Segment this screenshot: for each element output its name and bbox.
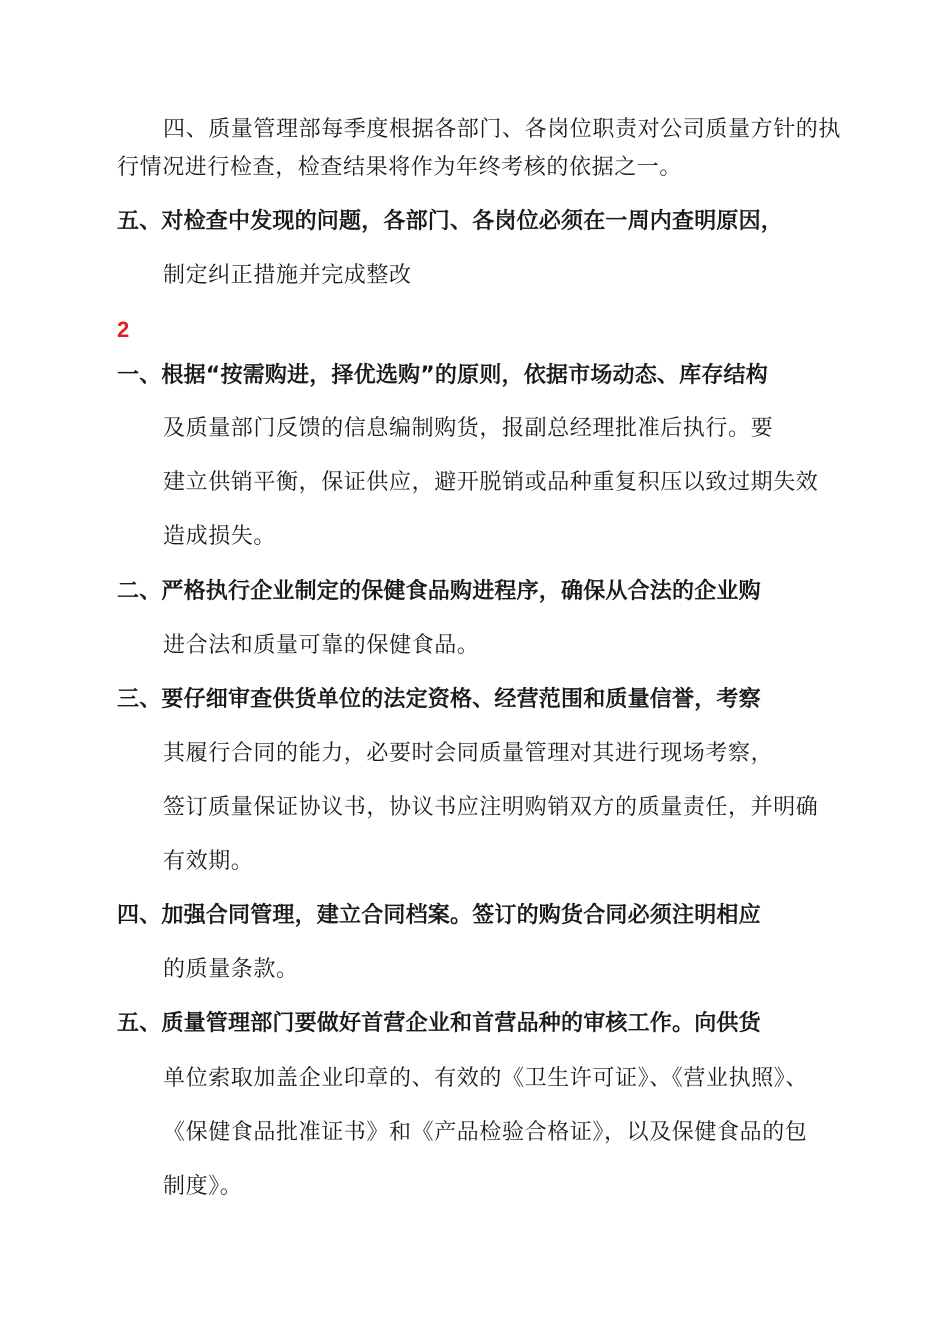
item3-line3: 有效期。 [163, 849, 254, 874]
item1-line1: 及质量部门反馈的信息编制购货，报副总经理批准后执行。要 [163, 416, 774, 441]
intro-item4-line1: 四、质量管理部每季度根据各部门、各岗位职责对公司质量方针的执 [163, 117, 842, 142]
item5-line3: 制度》。 [163, 1174, 243, 1199]
item4-line1: 的质量条款。 [163, 957, 299, 982]
item3-heading: 三、要仔细审查供货单位的法定资格、经营范围和质量信誉，考察 [117, 687, 761, 712]
item2-heading: 二、严格执行企业制定的保健食品购进程序，确保从合法的企业购 [117, 579, 761, 604]
section-number: 2 [117, 317, 130, 342]
item1-line2: 建立供销平衡，保证供应，避开脱销或品种重复积压以致过期失效 [163, 470, 819, 495]
item1-heading: 一、根据“按需购进，择优选购”的原则，依据市场动态、库存结构 [117, 363, 768, 388]
intro-item4-line2: 行情况进行检查，检查结果将作为年终考核的依据之一。 [117, 155, 683, 180]
item1-line3: 造成损失。 [163, 524, 277, 549]
item5-line2: 《保健食品批准证书》和《产品检验合格证》，以及保健食品的包 [163, 1120, 808, 1145]
item3-line2: 签订质量保证协议书，协议书应注明购销双方的质量责任，并明确 [163, 795, 819, 820]
item5-line1: 单位索取加盖企业印章的、有效的《卫生许可证》、《营业执照》、 [163, 1066, 809, 1091]
intro-item5-heading: 五、对检查中发现的问题，各部门、各岗位必须在一周内查明原因， [117, 209, 784, 234]
item3-line1: 其履行合同的能力，必要时会同质量管理对其进行现场考察， [163, 741, 774, 766]
intro-item5-line2: 制定纠正措施并完成整改 [163, 263, 412, 288]
item4-heading: 四、加强合同管理，建立合同档案。签订的购货合同必须注明相应 [117, 903, 761, 928]
item5-heading: 五、质量管理部门要做好首营企业和首营品种的审核工作。向供货 [117, 1011, 761, 1036]
item2-line1: 进合法和质量可靠的保健食品。 [163, 633, 480, 658]
